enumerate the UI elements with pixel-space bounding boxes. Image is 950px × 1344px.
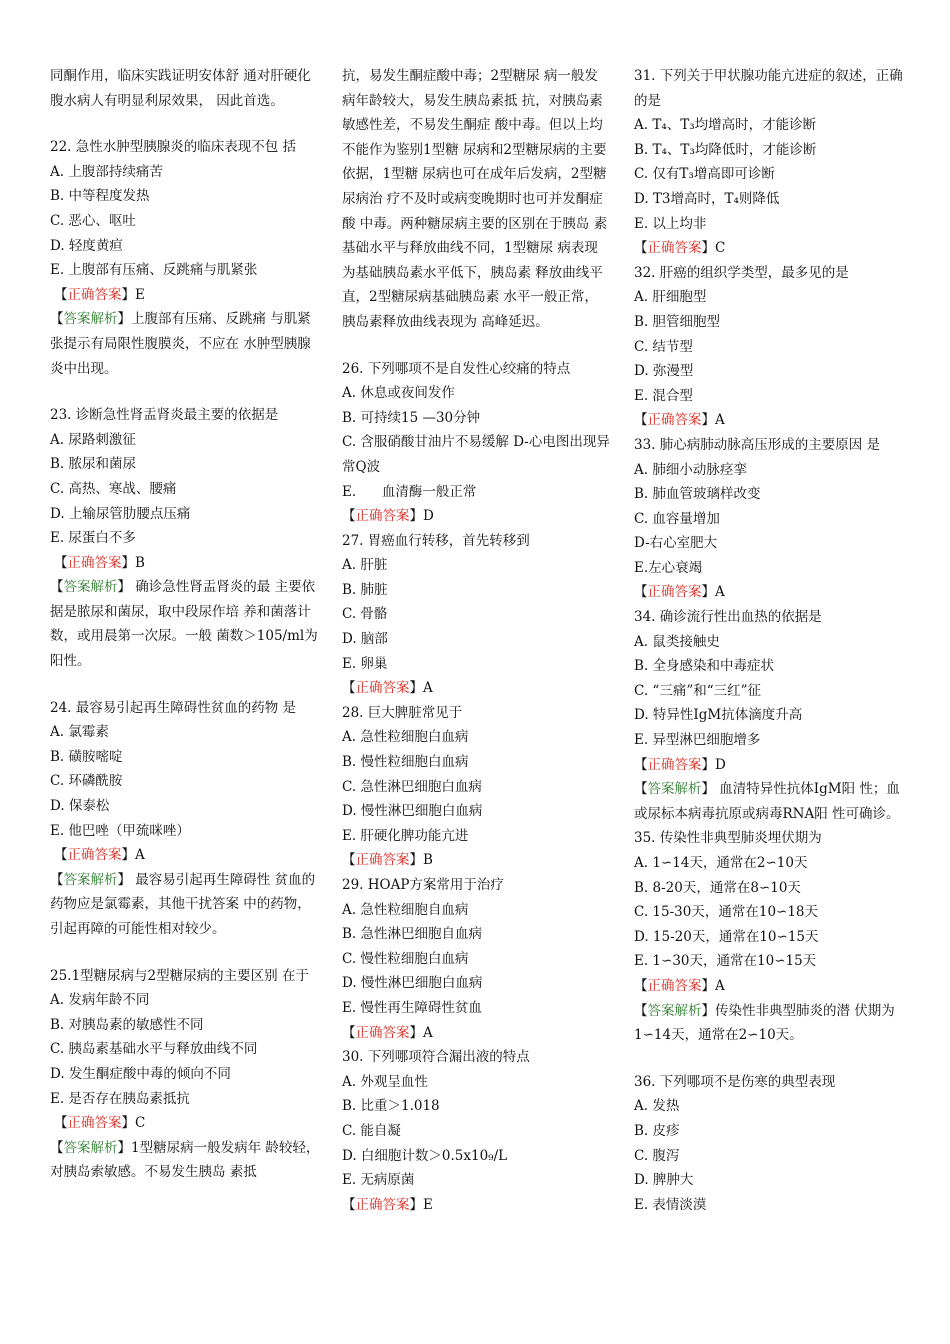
option-a: A. 上腹部持续痛苦 (50, 163, 163, 180)
option-c: C. “三痛”和“三红”征 (634, 682, 762, 699)
option-c: C. 15-30天，通常在10∽18天 (634, 904, 819, 921)
option-d: D. 弥漫型 (634, 363, 694, 380)
answer-value: D (423, 508, 434, 525)
option-a: A. 肺细小动脉痉挛 (634, 461, 747, 478)
answer-value: B (135, 554, 145, 571)
question-23 (50, 403, 322, 674)
question-stem: 28. 巨大脾脏常见于 (342, 704, 463, 721)
option-c: C. 慢性粒细胞白血病 (342, 950, 469, 967)
option-b: B. 可持续15 —30分钟 (342, 409, 481, 426)
option-a: A. T₄、T₃均增高时，才能诊断 (634, 117, 817, 134)
column-left (50, 64, 322, 1185)
option-b: B. 比重＞1.018 (342, 1098, 440, 1115)
answer-value: A (423, 680, 433, 697)
answer-line: 【正确答案】A (342, 1024, 433, 1041)
question-stem: 33. 肺心病肺动脉高压形成的主要原因 是 (634, 436, 881, 453)
question-33 (634, 433, 910, 605)
option-b: B. 脓尿和菌尿 (50, 456, 137, 473)
option-b: B. 磺胺嘧啶 (50, 748, 123, 765)
option-d: D. 慢性淋巴细胞白血病 (342, 975, 483, 992)
answer-value: A (423, 1024, 433, 1041)
answer-label: 正确答案 (67, 286, 122, 303)
option-e: E. 以上均非 (634, 215, 707, 232)
option-e: E. 混合型 (634, 387, 693, 404)
option-d: D. 白细胞计数＞0.5x10₉/L (342, 1147, 508, 1164)
option-e: E. 血清酶一般正常 (342, 483, 477, 500)
option-e: E. 尿蛋白不多 (50, 530, 136, 547)
question-25 (50, 964, 322, 1185)
option-a: A. 发热 (634, 1098, 680, 1115)
option-b: B. 全身感染和中毒症状 (634, 658, 775, 675)
answer-label: 正确答案 (647, 756, 702, 773)
option-b: B. 胆管细胞型 (634, 313, 721, 330)
option-c: C. 能自凝 (342, 1122, 401, 1139)
question-stem: 27. 胃癌血行转移，首先转移到 (342, 532, 530, 549)
option-c: C. 仅有T₃增高即可诊断 (634, 166, 775, 183)
question-stem: 32. 肝癌的组织学类型，最多见的是 (634, 264, 849, 281)
option-c: C. 胰岛素基础水平与释放曲线不同 (50, 1041, 258, 1058)
answer-label: 正确答案 (647, 977, 702, 994)
question-stem: 29. HOAP方案常用于治疗 (342, 877, 504, 893)
option-d: D. 保泰松 (50, 798, 110, 815)
explanation-label: 答案解析 (63, 579, 118, 596)
continued-explanation: 同酮作用，临床实践证明安体舒 通对肝硬化腹水病人有明显利尿效果， 因此首选。 (50, 68, 311, 109)
option-d: D. 特异性IgM抗体滴度升高 (634, 707, 803, 724)
question-36 (634, 1070, 910, 1218)
option-e: E. 慢性再生障碍性贫血 (342, 999, 482, 1016)
answer-label: 正确答案 (647, 584, 702, 601)
option-d: D. T3增高时，T₄则降低 (634, 190, 780, 207)
answer-value: B (423, 852, 433, 869)
question-stem: 36. 下列哪项不是伤寒的典型表现 (634, 1073, 836, 1090)
option-d: D. 轻度黄疸 (50, 237, 123, 254)
question-stem: 31. 下列关于甲状腺功能亢进症的叙述，正确的是 (634, 68, 903, 109)
option-d: D. 脾肿大 (634, 1172, 694, 1189)
answer-line: 【正确答案】A (342, 680, 433, 697)
answer-value: A (715, 584, 725, 601)
answer-label: 正确答案 (355, 852, 410, 869)
option-c: C. 骨骼 (342, 606, 388, 623)
explanation-label: 答案解析 (647, 1002, 702, 1019)
answer-line: 【正确答案】E (342, 1196, 433, 1213)
option-b: B. 肺脏 (342, 581, 388, 598)
answer-line: 【正确答案】B (54, 554, 145, 571)
option-c: C. 腹泻 (634, 1147, 680, 1164)
option-b: B. T₄、T₃均降低时，才能诊断 (634, 141, 817, 158)
option-b: B. 皮疹 (634, 1122, 680, 1139)
answer-label: 正确答案 (355, 1024, 410, 1041)
option-a: A. 鼠类接触史 (634, 633, 720, 650)
explanation: 【答案解析】1型糖尿病一般发病年 龄较轻，对胰岛索敏感。不易发生胰岛 素抵 (50, 1139, 320, 1181)
option-c: C. 急性淋巴细胞白血病 (342, 778, 482, 795)
option-e: E.左心衰竭 (634, 559, 703, 576)
answer-value: E (135, 286, 145, 303)
answer-value: C (715, 240, 726, 257)
column-middle (342, 64, 610, 1217)
option-b: B. 8-20天，通常在8∽10天 (634, 879, 801, 896)
continued-explanation: 抗，易发生酮症酸中毒；2型糖尿 病一般发病年龄较大，易发生胰岛素抵 抗，对胰岛素敏感性差，不易发生酮症 酸中毒。但以上均不能作为鉴别1型糖 尿病和2型糖尿病的主要依据，1型糖 尿病也可在成年后发病，2型糖尿病治 疗不及时或病变晚期时也可并发酮症酸 中毒。两种糖尿病主要的区别在于胰岛 素基础水平与释放曲线不同，1型糖尿 病表现为基础胰岛素水平低下，胰岛素 释放曲线平直，2型糖尿病基础胰岛素 水平一般正常，胰岛素释放曲线表现为 高峰延迟。 (342, 68, 608, 330)
question-30 (342, 1045, 610, 1217)
explanation: 【答案解析】上腹部有压痛、反跳痛 与肌紧张提示有局限性腹膜炎，不应在 水肿型胰腺炎中出现。 (50, 311, 311, 377)
answer-label: 正确答案 (67, 847, 122, 864)
option-e: E. 卵巢 (342, 655, 388, 672)
answer-value: A (715, 412, 725, 429)
answer-line: 【正确答案】A (634, 584, 725, 601)
explanation-label: 答案解析 (63, 311, 118, 328)
option-e: E. 是否存在胰岛素抵抗 (50, 1090, 190, 1107)
question-stem: 25.1型糖尿病与2型糖尿病的主要区别 在于 (50, 967, 309, 984)
answer-value: C (135, 1115, 146, 1132)
explanation: 【答案解析】 确诊急性肾盂肾炎的最 主要依据是脓尿和菌尿，取中段尿作培 养和菌落计数，或用晨第一次尿。一般 菌数＞105/ml为阳性。 (50, 579, 318, 670)
question-34 (634, 605, 910, 826)
option-a: A. 外观呈血性 (342, 1073, 428, 1090)
option-a: A. 肝细胞型 (634, 289, 707, 306)
option-e: E. 他巴唑（甲巯咪唑） (50, 822, 190, 839)
answer-value: A (135, 847, 145, 864)
answer-line: 【正确答案】A (634, 412, 725, 429)
answer-value: D (715, 756, 726, 773)
option-e: E. 无病原菌 (342, 1172, 415, 1189)
question-27 (342, 529, 610, 701)
answer-value: A (715, 977, 725, 994)
explanation-label: 答案解析 (647, 781, 702, 798)
question-stem: 30. 下列哪项符合漏出液的特点 (342, 1049, 530, 1066)
option-b: B. 中等程度发热 (50, 188, 150, 205)
option-a: A. 1∽14天，通常在2∽10天 (634, 855, 808, 871)
option-c: C. 恶心、呕吐 (50, 212, 136, 229)
option-d: D. 15-20天，通常在10∽15天 (634, 928, 819, 945)
answer-label: 正确答案 (355, 680, 410, 697)
option-c: C. 含服硝酸甘油片不易缓解 D-心电图出现异常Q波 (342, 434, 610, 475)
answer-line: 【正确答案】C (54, 1115, 146, 1132)
option-a: A. 急性粒细胞自血病 (342, 901, 469, 918)
option-a: A. 急性粒细胞白血病 (342, 729, 469, 746)
explanation-label: 答案解析 (63, 871, 118, 888)
answer-line: 【正确答案】B (342, 852, 433, 869)
option-b: B. 肺血管玻璃样改变 (634, 486, 761, 503)
column-right (634, 64, 910, 1217)
answer-label: 正确答案 (67, 1115, 122, 1132)
question-stem: 34. 确诊流行性出血热的依据是 (634, 609, 822, 626)
option-e: E. 1∽30天，通常在10∽15天 (634, 953, 817, 970)
answer-label: 正确答案 (355, 508, 410, 525)
option-b: B. 慢性粒细胞白血病 (342, 754, 469, 771)
question-31 (634, 64, 910, 261)
answer-label: 正确答案 (647, 412, 702, 429)
option-a: A. 氯霉素 (50, 724, 109, 741)
explanation: 【答案解析】传染性非典型肺炎的潜 伏期为1∽14天，通常在2∽10天。 (634, 1002, 895, 1044)
question-28 (342, 701, 610, 873)
answer-label: 正确答案 (647, 240, 702, 257)
answer-line: 【正确答案】C (634, 240, 726, 257)
question-22 (50, 135, 322, 381)
option-d: D. 发生酮症酸中毒的倾向不同 (50, 1065, 231, 1082)
answer-value: E (423, 1196, 433, 1213)
answer-label: 正确答案 (67, 554, 122, 571)
question-stem: 22. 急性水肿型胰腺炎的临床表现不包 括 (50, 139, 297, 156)
option-a: A. 尿路刺激征 (50, 431, 136, 448)
option-d: D. 慢性淋巴细胞白血病 (342, 803, 483, 820)
option-d: D. 脑部 (342, 631, 388, 648)
option-a: A. 肝脏 (342, 557, 388, 574)
option-d: D. 上输尿管肋腰点压痛 (50, 505, 191, 522)
question-35 (634, 826, 910, 1047)
option-e: E. 表情淡漠 (634, 1196, 707, 1213)
option-b: B. 对胰岛素的敏感性不同 (50, 1016, 204, 1033)
answer-line: 【正确答案】E (54, 286, 145, 303)
option-e: E. 异型淋巴细胞增多 (634, 732, 761, 749)
option-d: D-右心室肥大 (634, 535, 718, 552)
answer-line: 【正确答案】A (634, 977, 725, 994)
question-stem: 23. 诊断急性肾盂肾炎最主要的依据是 (50, 407, 279, 424)
option-a: A. 发病年龄不同 (50, 992, 150, 1009)
option-c: C. 结节型 (634, 338, 693, 355)
option-b: B. 急性淋巴细胞自血病 (342, 926, 483, 943)
answer-line: 【正确答案】A (54, 847, 145, 864)
option-e: E. 上腹部有压痛、反跳痛与肌紧张 (50, 262, 258, 279)
question-stem: 35. 传染性非典型肺炎埋伏期为 (634, 830, 822, 847)
answer-line: 【正确答案】D (634, 756, 726, 773)
answer-line: 【正确答案】D (342, 508, 434, 525)
option-c: C. 血容量增加 (634, 510, 720, 527)
explanation-label: 答案解析 (63, 1139, 118, 1156)
question-26 (342, 357, 610, 529)
question-29 (342, 873, 610, 1045)
question-stem: 24. 最容易引起再生障碍性贫血的药物 是 (50, 699, 297, 716)
question-32 (634, 261, 910, 433)
answer-label: 正确答案 (355, 1196, 410, 1213)
explanation: 【答案解析】 血清特异性抗体IgM阳 性；血或尿标本病毒抗原或病毒RNA阳 性可确诊。 (634, 781, 900, 822)
explanation: 【答案解析】 最容易引起再生障碍性 贫血的药物应是氯霉素，其他干扰答案 中的药物，引起再障的可能性相对较少。 (50, 871, 316, 937)
question-24 (50, 696, 322, 942)
option-c: C. 环磷酰胺 (50, 773, 123, 790)
question-stem: 26. 下列哪项不是自发性心绞痛的特点 (342, 360, 571, 377)
option-a: A. 休息或夜间发作 (342, 385, 455, 402)
option-c: C. 高热、寒战、腰痛 (50, 480, 177, 497)
option-e: E. 肝硬化脾功能亢进 (342, 827, 469, 844)
